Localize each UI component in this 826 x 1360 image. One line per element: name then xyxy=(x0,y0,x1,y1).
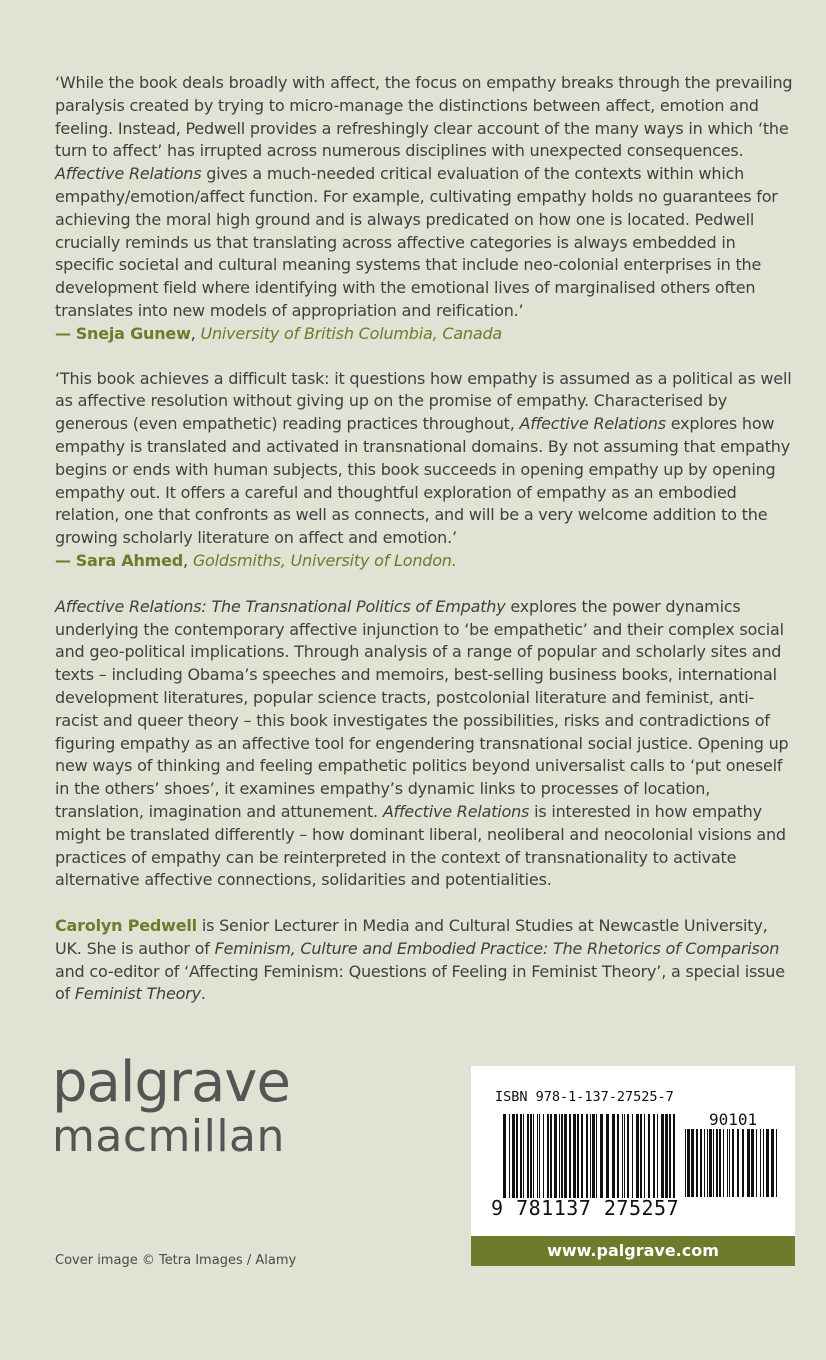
barcode-bar xyxy=(657,1114,658,1198)
book-description xyxy=(55,596,795,892)
barcode-bar xyxy=(661,1114,664,1198)
barcode-bar xyxy=(600,1114,603,1198)
barcode-bar xyxy=(704,1129,705,1197)
barcode-bar xyxy=(509,1114,510,1198)
reviewer-name: Sara Ahmed xyxy=(75,550,184,570)
barcode-bar xyxy=(537,1114,538,1198)
isbn-number: ISBN 978-1-137-27525-7 xyxy=(495,1089,674,1105)
text-run: explores how empathy is translated and activated in transnational domains. By not assuming that empathy begins or ends with human subjects, this book succeeds in opening empathy up by opening empathy out. It offers a careful and thoughtful exploration of empathy as an embodied relation, one that confronts as well as connects, and will be a very welcome addition to the growing scholarly literature on affect and emotion.’ xyxy=(55,414,790,548)
barcode-bar xyxy=(640,1114,642,1198)
text-run: . xyxy=(200,984,206,1004)
barcode-bar xyxy=(719,1129,721,1197)
barcode-panel xyxy=(471,1066,795,1236)
barcode-bar xyxy=(751,1129,754,1197)
barcode-bar xyxy=(533,1114,534,1198)
attribution-separator: , xyxy=(183,550,188,570)
barcode-bar xyxy=(530,1114,532,1198)
author-name: Carolyn Pedwell xyxy=(55,916,197,936)
text-run: explores the power dynamics underlying the contemporary affective injunction to ‘be empathetic’ and their complex social and geo-political implications. Through analysis of a range of popular and scholarly sites and texts – including Obama’s speeches and memoirs, best-selling business books, international development literatures, popular science tracts, postcolonial literature and feminist, anti-racist and queer theory – this book investigates the possibilities, risks and contradictions of figuring empathy as an affective tool for engendering transnational social justice. Opening up new ways of thinking and feeling empathetic politics beyond universalist calls to ‘put oneself in the others’ shoes’, it examines empathy’s dynamic links to processes of location, translation, imagination and attunement. xyxy=(55,596,789,821)
barcode-bar xyxy=(573,1114,576,1198)
barcode-bar xyxy=(550,1114,552,1198)
attribution-dash: — xyxy=(55,550,71,570)
quote-2 xyxy=(55,368,795,550)
barcode-bar xyxy=(636,1114,639,1198)
barcode-bar xyxy=(632,1114,633,1198)
barcode-bar xyxy=(742,1129,744,1197)
barcode-bar xyxy=(716,1129,718,1197)
barcode-bar xyxy=(547,1114,549,1198)
price-code: 90101 xyxy=(709,1110,758,1129)
publisher-logo-line1: palgrave xyxy=(52,1050,290,1115)
barcode-bar xyxy=(627,1114,629,1198)
barcode-bar xyxy=(760,1129,761,1197)
quote-2-attribution xyxy=(55,550,795,573)
barcode-bar xyxy=(581,1114,583,1198)
barcode-bar xyxy=(727,1129,728,1197)
barcode-bar xyxy=(569,1114,571,1198)
addon-barcode-bars xyxy=(685,1129,781,1197)
author-bio xyxy=(55,915,795,1006)
barcode-bar xyxy=(543,1114,544,1198)
barcode-bar xyxy=(520,1114,522,1198)
barcode-bar xyxy=(617,1114,619,1198)
italic-title: Feminism, Culture and Embodied Practice: The Rhetorics of Comparison xyxy=(214,938,780,958)
barcode-bar xyxy=(644,1114,645,1198)
barcode-bar xyxy=(648,1114,650,1198)
barcode-bar xyxy=(687,1129,690,1197)
barcode-bar xyxy=(653,1114,655,1198)
barcode-digits: 9 781137 275257 xyxy=(491,1196,680,1220)
barcode-bar xyxy=(554,1114,557,1198)
quote-1-attribution xyxy=(55,323,795,346)
reviewer-affiliation: Goldsmiths, University of London. xyxy=(192,550,457,570)
barcode-bar xyxy=(696,1129,698,1197)
text-run: gives a much-needed critical evaluation of the contexts within which empathy/emotion/affect function. For example, cultivating empathy holds no guarantees for achieving the moral high ground and is always predicated on how one is located. Pedwell crucially reminds us that translating across affective categories is always embedded in specific societal and cultural meaning systems that include neo-colonial enterprises in the development field where identifying with the emotional lives of marginalised others often translates into new models of appropriation and reification.’ xyxy=(55,164,778,320)
italic-title: Affective Relations: The Transnational Politics of Empathy xyxy=(55,596,506,616)
barcode-bar xyxy=(612,1114,615,1198)
barcode-bar xyxy=(709,1129,712,1197)
barcode-bar xyxy=(673,1114,675,1198)
text-run: ‘While the book deals broadly with affect, the focus on empathy breaks through the prevailing paralysis created by trying to micro-manage the distinctions between affect, emotion and feeling. Instead, Pedwell provides a refreshingly clear account of the many ways in which ‘the turn to affect’ has irrupted across numerous disciplines with unexpected consequences. xyxy=(55,73,793,161)
barcode-bar xyxy=(732,1129,734,1197)
text-run: is interested in how empathy might be translated differently – how dominant liberal, neoliberal and neocolonial visions and practices of empathy can be reinterpreted in the context of transnationality to activate alternative affective connections, solidarities and potentialities. xyxy=(55,801,786,890)
barcode-bars xyxy=(503,1114,681,1198)
barcode-bar xyxy=(669,1114,671,1198)
barcode-bar xyxy=(737,1129,739,1197)
quote-1 xyxy=(55,72,795,323)
barcode-bar xyxy=(503,1114,506,1198)
back-cover-text xyxy=(55,72,795,1006)
barcode-bar xyxy=(707,1129,708,1197)
barcode-bar xyxy=(523,1114,524,1198)
barcode-bar xyxy=(559,1114,560,1198)
barcode-bar xyxy=(586,1114,588,1198)
attribution-dash: — xyxy=(55,323,71,343)
italic-title: Affective Relations xyxy=(519,414,666,434)
publisher-logo xyxy=(52,1052,290,1160)
barcode-bar xyxy=(685,1129,686,1197)
italic-title: Feminist Theory xyxy=(74,984,201,1004)
barcode-bar xyxy=(596,1114,597,1198)
reviewer-affiliation: University of British Columbia, Canada xyxy=(200,323,503,343)
attribution-separator: , xyxy=(190,323,196,343)
barcode-bar xyxy=(747,1129,750,1197)
barcode-bar xyxy=(577,1114,579,1198)
barcode-bar xyxy=(527,1114,529,1198)
barcode-bar xyxy=(691,1129,694,1197)
barcode-bar xyxy=(516,1114,518,1198)
cover-image-credit: Cover image © Tetra Images / Alamy xyxy=(55,1253,297,1268)
barcode-bar xyxy=(622,1114,623,1198)
barcode-bar xyxy=(713,1129,714,1197)
barcode-bar xyxy=(564,1114,567,1198)
barcode-bar xyxy=(700,1129,702,1197)
barcode-bar xyxy=(763,1129,764,1197)
barcode-bar xyxy=(512,1114,515,1198)
text-run: ‘This book achieves a difficult task: it questions how empathy is assumed as a political as well as affective resolution without giving up on the promise of empathy. Characterised by generous (even empathetic) reading practices throughout, xyxy=(55,368,792,434)
barcode-bar xyxy=(665,1114,668,1198)
barcode-bar xyxy=(723,1129,724,1197)
publisher-website[interactable]: www.palgrave.com xyxy=(471,1236,795,1266)
barcode-bar xyxy=(561,1114,563,1198)
barcode-bar xyxy=(771,1129,774,1197)
barcode-bar xyxy=(592,1114,595,1198)
barcode-bar xyxy=(539,1114,540,1198)
italic-title: Affective Relations xyxy=(382,801,530,821)
barcode-bar xyxy=(606,1114,609,1198)
reviewer-name: Sneja Gunew xyxy=(75,323,191,343)
barcode-bar xyxy=(590,1114,591,1198)
italic-title: Affective Relations xyxy=(55,164,202,184)
text-run: and co-editor of ‘Affecting Feminism: Questions of Feeling in Feminist Theory’, a special issue of xyxy=(55,961,785,1004)
text-run: is Senior Lecturer in Media and Cultural Studies at Newcastle University, UK. She is author of xyxy=(55,916,768,958)
barcode-bar xyxy=(756,1129,757,1197)
barcode-bar xyxy=(776,1129,777,1197)
barcode-bar xyxy=(729,1129,730,1197)
publisher-logo-line2: macmillan xyxy=(52,1111,285,1162)
barcode-bar xyxy=(766,1129,769,1197)
barcode-bar xyxy=(624,1114,625,1198)
